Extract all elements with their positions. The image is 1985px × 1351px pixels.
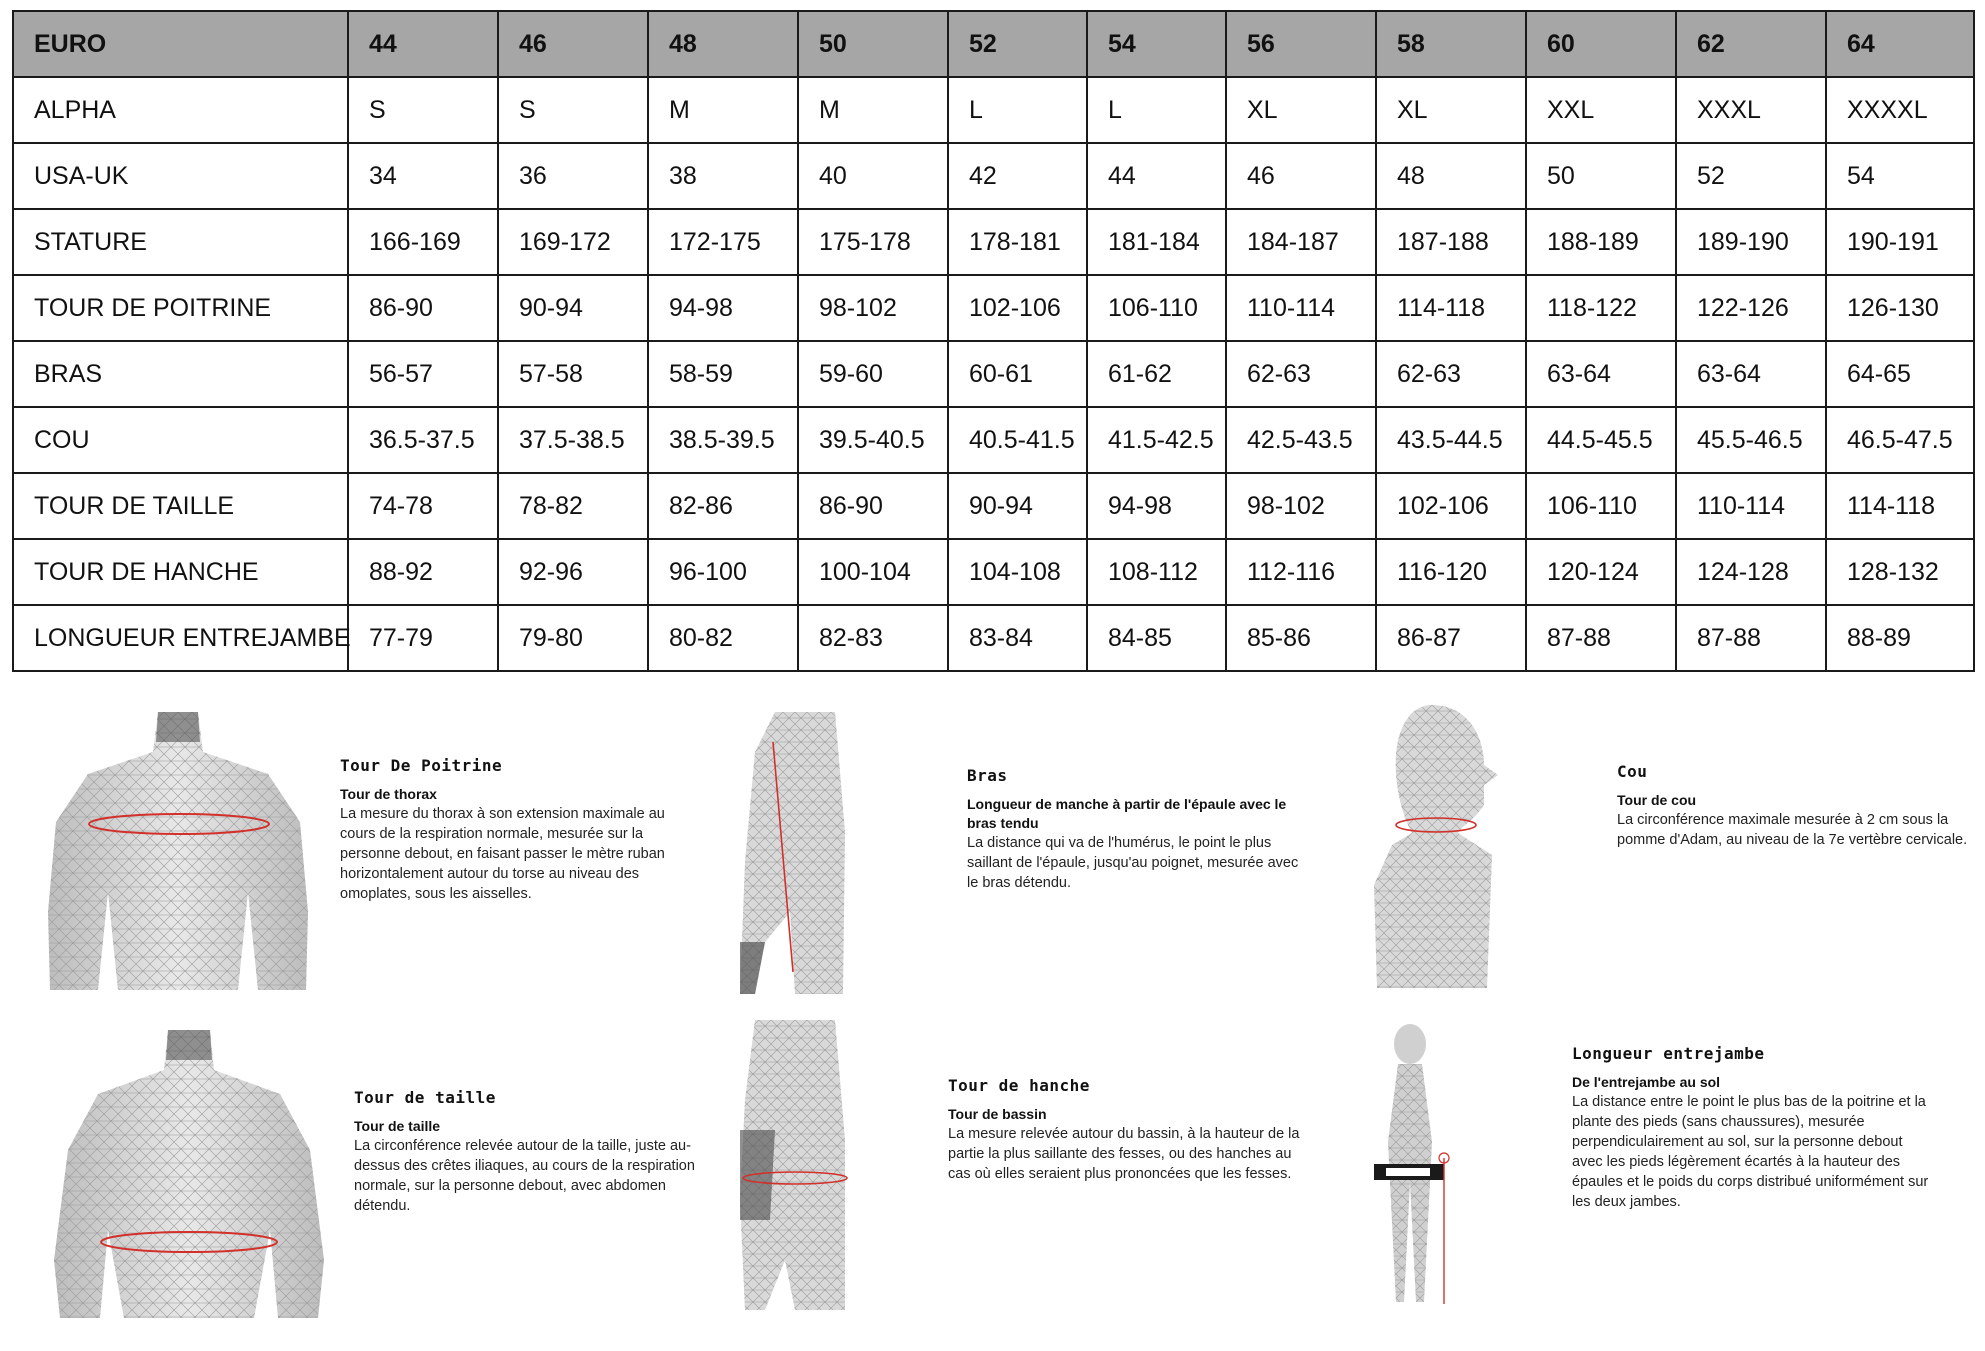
chest-guide-title: Tour De Poitrine <box>340 756 503 775</box>
table-cell: 128-132 <box>1826 539 1974 605</box>
waist-guide-title: Tour de taille <box>354 1088 496 1107</box>
arm-side-image <box>735 712 850 994</box>
table-cell: 104-108 <box>948 539 1087 605</box>
row-label: BRAS <box>13 341 348 407</box>
table-cell: 74-78 <box>348 473 498 539</box>
inseam-guide-subtitle: De l'entrejambe au sol <box>1572 1074 1721 1090</box>
waist-guide <box>354 1088 704 1216</box>
table-cell: XXXL <box>1676 77 1826 143</box>
head-side-image <box>1372 705 1500 988</box>
table-cell: 96-100 <box>648 539 798 605</box>
table-cell: 61-62 <box>1087 341 1226 407</box>
table-cell: 42.5-43.5 <box>1226 407 1376 473</box>
table-cell: 86-87 <box>1376 605 1526 671</box>
table-cell: 88-92 <box>348 539 498 605</box>
table-cell: 94-98 <box>1087 473 1226 539</box>
table-cell: 87-88 <box>1676 605 1826 671</box>
table-cell: L <box>948 77 1087 143</box>
table-row <box>13 605 1974 671</box>
table-cell: 188-189 <box>1526 209 1676 275</box>
table-cell: 40 <box>798 143 948 209</box>
table-cell: XL <box>1226 77 1376 143</box>
row-label: TOUR DE TAILLE <box>13 473 348 539</box>
row-label: COU <box>13 407 348 473</box>
waist-measure-figure <box>48 1030 330 1318</box>
table-cell: 85-86 <box>1226 605 1376 671</box>
waist-guide-description: La circonférence relevée autour de la taille, juste au-dessus des crêtes iliaques, au cours de la respiration normale, sur la personne debout, avec abdomen détendu. <box>354 1138 695 1214</box>
table-row <box>13 209 1974 275</box>
table-cell: 36.5-37.5 <box>348 407 498 473</box>
table-cell: 187-188 <box>1376 209 1526 275</box>
table-cell: 63-64 <box>1676 341 1826 407</box>
table-cell: 90-94 <box>948 473 1087 539</box>
arm-guide-description: La distance qui va de l'humérus, le point le plus saillant de l'épaule, jusqu'au poignet, mesurée avec le bras détendu. <box>967 835 1299 891</box>
table-cell: 112-116 <box>1226 539 1376 605</box>
table-cell: 62-63 <box>1376 341 1526 407</box>
inseam-guide-description: La distance entre le point le plus bas de la poitrine et la plante des pieds (sans chaussures), mesurée perpendiculairement au sol, sur la personne debout avec les pieds légèrement écartés à la hauteur des épaules et le poids du corps distribué uniformément sur les deux jambes. <box>1572 1094 1929 1210</box>
table-cell: M <box>648 77 798 143</box>
header-size-cell: 64 <box>1826 11 1974 77</box>
hip-guide-description: La mesure relevée autour du bassin, à la hauteur de la partie la plus saillante des fesses, ou des hanches au cas où elles seraient plus prononcées que les fesses. <box>948 1126 1300 1182</box>
table-cell: 90-94 <box>498 275 648 341</box>
table-row <box>13 539 1974 605</box>
inseam-guide <box>1572 1044 1932 1212</box>
size-chart-table <box>12 10 1975 672</box>
row-label: ALPHA <box>13 77 348 143</box>
table-cell: 108-112 <box>1087 539 1226 605</box>
torso-front-image <box>38 712 320 990</box>
waist-guide-subtitle: Tour de taille <box>354 1118 441 1134</box>
table-cell: 175-178 <box>798 209 948 275</box>
table-cell: 178-181 <box>948 209 1087 275</box>
table-cell: 88-89 <box>1826 605 1974 671</box>
table-cell: 110-114 <box>1676 473 1826 539</box>
hip-guide-title: Tour de hanche <box>948 1076 1090 1095</box>
inseam-measure-figure <box>1360 1022 1460 1312</box>
row-label: TOUR DE HANCHE <box>13 539 348 605</box>
table-cell: 48 <box>1376 143 1526 209</box>
table-cell: 172-175 <box>648 209 798 275</box>
hip-guide <box>948 1076 1308 1184</box>
table-cell: 43.5-44.5 <box>1376 407 1526 473</box>
table-cell: 84-85 <box>1087 605 1226 671</box>
table-cell: XXXXL <box>1826 77 1974 143</box>
header-size-cell: 60 <box>1526 11 1676 77</box>
header-label-euro: EURO <box>13 11 348 77</box>
table-cell: 82-83 <box>798 605 948 671</box>
table-cell: 98-102 <box>798 275 948 341</box>
table-cell: 60-61 <box>948 341 1087 407</box>
table-cell: 184-187 <box>1226 209 1376 275</box>
table-row <box>13 473 1974 539</box>
arm-measure-figure <box>735 712 850 994</box>
table-cell: 42 <box>948 143 1087 209</box>
table-cell: 58-59 <box>648 341 798 407</box>
table-cell: 39.5-40.5 <box>798 407 948 473</box>
chest-guide <box>340 756 675 904</box>
header-size-cell: 58 <box>1376 11 1526 77</box>
table-cell: 166-169 <box>348 209 498 275</box>
table-cell: 190-191 <box>1826 209 1974 275</box>
header-size-cell: 46 <box>498 11 648 77</box>
header-size-cell: 52 <box>948 11 1087 77</box>
table-row <box>13 77 1974 143</box>
row-label: TOUR DE POITRINE <box>13 275 348 341</box>
table-cell: 106-110 <box>1087 275 1226 341</box>
table-cell: 87-88 <box>1526 605 1676 671</box>
table-cell: 102-106 <box>948 275 1087 341</box>
table-cell: 122-126 <box>1676 275 1826 341</box>
torso-front-waist-image <box>48 1030 330 1318</box>
table-cell: 38 <box>648 143 798 209</box>
table-cell: 54 <box>1826 143 1974 209</box>
table-cell: 46.5-47.5 <box>1826 407 1974 473</box>
table-cell: 59-60 <box>798 341 948 407</box>
chest-guide-description: La mesure du thorax à son extension maximale au cours de la respiration normale, mesurée sur la personne debout, en faisant passer le mètre ruban horizontalement autour du torse au niveau des omoplates, sous les aisselles. <box>340 806 665 902</box>
neck-measure-figure <box>1372 705 1500 988</box>
table-cell: 92-96 <box>498 539 648 605</box>
table-cell: 44 <box>1087 143 1226 209</box>
header-size-cell: 56 <box>1226 11 1376 77</box>
table-cell: 114-118 <box>1826 473 1974 539</box>
table-cell: 181-184 <box>1087 209 1226 275</box>
table-cell: 62-63 <box>1226 341 1376 407</box>
table-cell: 79-80 <box>498 605 648 671</box>
table-cell: 189-190 <box>1676 209 1826 275</box>
row-label: LONGUEUR ENTREJAMBE <box>13 605 348 671</box>
table-row <box>13 275 1974 341</box>
table-cell: 64-65 <box>1826 341 1974 407</box>
table-cell: 80-82 <box>648 605 798 671</box>
header-size-cell: 44 <box>348 11 498 77</box>
table-cell: 44.5-45.5 <box>1526 407 1676 473</box>
table-cell: 56-57 <box>348 341 498 407</box>
table-cell: 36 <box>498 143 648 209</box>
arm-guide-title: Bras <box>967 766 1008 785</box>
table-cell: 102-106 <box>1376 473 1526 539</box>
row-label: USA-UK <box>13 143 348 209</box>
table-cell: 41.5-42.5 <box>1087 407 1226 473</box>
table-cell: 83-84 <box>948 605 1087 671</box>
table-cell: 52 <box>1676 143 1826 209</box>
table-cell: 82-86 <box>648 473 798 539</box>
table-cell: 77-79 <box>348 605 498 671</box>
table-cell: 106-110 <box>1526 473 1676 539</box>
table-cell: L <box>1087 77 1226 143</box>
table-cell: 114-118 <box>1376 275 1526 341</box>
table-cell: 63-64 <box>1526 341 1676 407</box>
table-cell: M <box>798 77 948 143</box>
neck-guide <box>1617 762 1977 850</box>
table-cell: 126-130 <box>1826 275 1974 341</box>
table-cell: 46 <box>1226 143 1376 209</box>
table-cell: 38.5-39.5 <box>648 407 798 473</box>
table-cell: 120-124 <box>1526 539 1676 605</box>
table-cell: 100-104 <box>798 539 948 605</box>
table-header-row <box>13 11 1974 77</box>
table-cell: 86-90 <box>348 275 498 341</box>
table-cell: XXL <box>1526 77 1676 143</box>
row-label: STATURE <box>13 209 348 275</box>
neck-guide-subtitle: Tour de cou <box>1617 792 1697 808</box>
full-body-side-image <box>1360 1022 1460 1312</box>
arm-guide-subtitle: Longueur de manche à partir de l'épaule avec le bras tendu <box>967 796 1287 831</box>
hip-measure-figure <box>735 1020 850 1310</box>
table-row <box>13 143 1974 209</box>
table-cell: 98-102 <box>1226 473 1376 539</box>
table-cell: 124-128 <box>1676 539 1826 605</box>
table-cell: 118-122 <box>1526 275 1676 341</box>
table-row <box>13 407 1974 473</box>
table-cell: XL <box>1376 77 1526 143</box>
hip-guide-subtitle: Tour de bassin <box>948 1106 1047 1122</box>
table-cell: 40.5-41.5 <box>948 407 1087 473</box>
table-cell: 34 <box>348 143 498 209</box>
inseam-guide-title: Longueur entrejambe <box>1572 1044 1765 1063</box>
table-cell: 116-120 <box>1376 539 1526 605</box>
table-cell: 37.5-38.5 <box>498 407 648 473</box>
neck-guide-title: Cou <box>1617 762 1648 781</box>
header-size-cell: 54 <box>1087 11 1226 77</box>
table-cell: 50 <box>1526 143 1676 209</box>
table-cell: 94-98 <box>648 275 798 341</box>
neck-guide-description: La circonférence maximale mesurée à 2 cm sous la pomme d'Adam, au niveau de la 7e vertèbre cervicale. <box>1617 812 1968 848</box>
table-cell: 57-58 <box>498 341 648 407</box>
hip-side-image <box>735 1020 850 1310</box>
table-cell: 169-172 <box>498 209 648 275</box>
chest-measure-figure <box>38 712 320 990</box>
chest-guide-subtitle: Tour de thorax <box>340 786 437 802</box>
arm-guide <box>967 766 1307 893</box>
table-cell: S <box>348 77 498 143</box>
header-size-cell: 50 <box>798 11 948 77</box>
table-cell: 45.5-46.5 <box>1676 407 1826 473</box>
table-row <box>13 341 1974 407</box>
table-cell: 110-114 <box>1226 275 1376 341</box>
header-size-cell: 62 <box>1676 11 1826 77</box>
table-cell: S <box>498 77 648 143</box>
header-size-cell: 48 <box>648 11 798 77</box>
table-cell: 86-90 <box>798 473 948 539</box>
table-cell: 78-82 <box>498 473 648 539</box>
